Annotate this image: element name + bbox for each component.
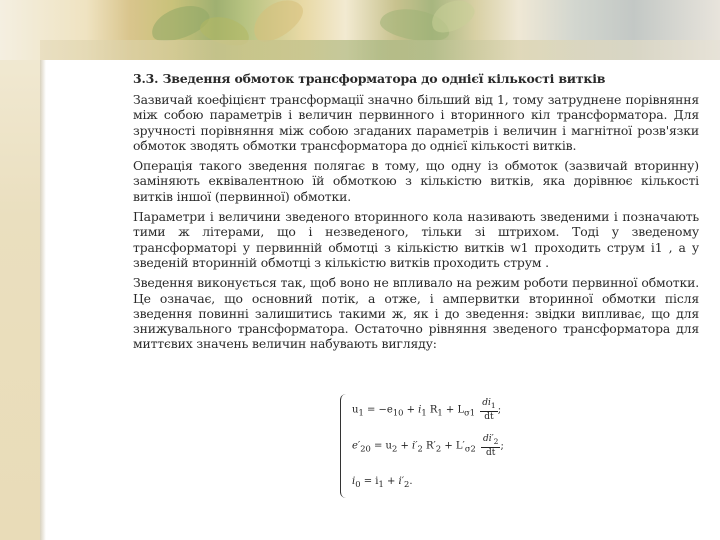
fraction: $\frac{di'_2}{dt}$	[482, 434, 499, 458]
paragraph: Операція такого зведення полягає в тому, що одну із обмоток (зазвичай вторинну) заміняють еквівалентною їй обмоткою з кількістю витків, яка дорівнює кількості витків іншої (первинної) обмотки.	[133, 158, 699, 204]
panel-shadow	[40, 60, 46, 540]
banner-strip	[40, 40, 720, 60]
equation-row-1: $u_1 = -e_{10} + i_1$ $R_1 + L_{\sigma 1}$ $\frac{di_1}{dt}$ ;	[352, 398, 502, 422]
page-title: 3.3. Зведення обмоток трансформатора до однієї кількості витків	[133, 71, 606, 86]
background-left-strip	[0, 0, 40, 540]
paragraph: Зазвичай коефіцієнт трансформації значно більший від 1, тому затруднене порівняння між собою параметрів і величин первинного і вторинного кіл трансформатора. Для зручності порівняння між собою згаданих параметрів і величин і магнітної розв'язки обмоток зводять обмотки трансформатора до однієї кількості витків.	[133, 92, 699, 153]
document-body	[133, 70, 699, 357]
equation-row-3: $i_0 = i_1 + i'_2$.	[352, 476, 413, 489]
fraction: $\frac{di_1}{dt}$	[482, 398, 496, 422]
paragraph: Параметри і величини зведеного вторинного кола називають зведеними і позначають тими ж літерами, що і незведеного, тільки зі штрихом. Тоді у зведеному трансформаторі у первинній обмотці з кількістю витків w1 проходить струм i1 , а у зведеній вторинній обмотці з кількістю витків проходить струм .	[133, 209, 699, 270]
equation-brace	[340, 394, 349, 498]
equation-system	[340, 392, 520, 502]
equation-row-2: $e'_{20} = u_2 + i'_2$ $R'_2 + L'_{\sigma 2}$ $\frac{di'_2}{dt}$ ;	[352, 434, 504, 458]
paragraph: Зведення виконується так, щоб воно не впливало на режим роботи первинної обмотки. Це означає, що основний потік, а отже, і ампервитки вторинної обмотки після зведення повинні залишитись такими ж, як і до зведення: звідки випливає, що для знижувального трансформатора. Остаточно рівняння зведеного трансформатора для миттєвих значень величин набувають вигляду:	[133, 275, 699, 352]
